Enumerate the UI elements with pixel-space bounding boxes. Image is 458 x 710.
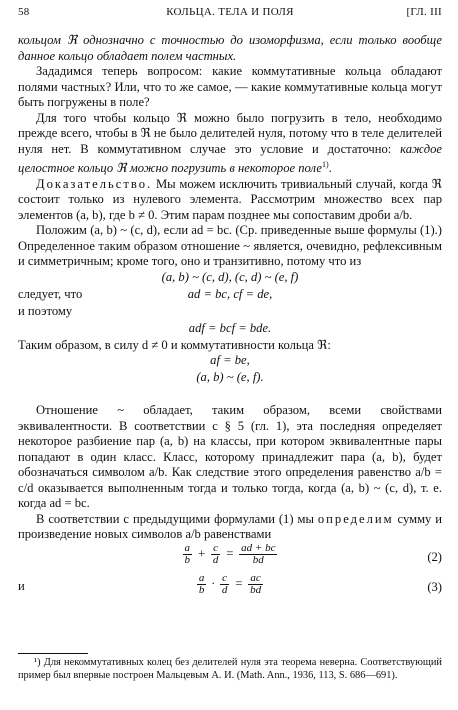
- definition-word: определим: [317, 511, 394, 526]
- paragraph-question: Зададимся теперь вопросом: какие коммутативные кольца обладают полями частных? Или, что то же самое, — какие коммутативные кольца могут быть погружены в поле?: [18, 64, 442, 109]
- equation-lead: и: [18, 578, 25, 593]
- formula-text: (a, b) ~ (c, d), (c, d) ~ (e, f): [161, 269, 299, 284]
- running-title: КОЛЬЦА. ТЕЛА И ПОЛЯ: [166, 6, 294, 18]
- paragraph-relation: Положим (a, b) ~ (c, d), если ad = bc. (Ср. приведенные выше формулы (1).) Определенное таким образом отношение ~ является, очевидно, рефлексивным и симметричным; кроме того, оно и транзитивно, потому что из: [18, 223, 442, 269]
- running-header: [18, 6, 442, 22]
- paragraph-equivalence: Отношение ~ обладает, таким образом, всеми свойствами эквивалентности. В соответствии с § 5 (гл. 1), эта последняя определяет некоторое разбиение пар (a, b) на классы, при котором эквивалентные пары попадают в один класс. Класс, которому принадлежит пара (a, b), будет обозначаться символом a/b. Как следствие этого определения равенство a/b = c/d оказывается выполненным тогда и только тогда, когда (a, b) ~ (c, d), т. е. когда ad = bc.: [18, 403, 442, 511]
- footnote-ref: 1): [321, 160, 329, 169]
- paragraph-continuation: кольцом ℜ однозначно с точностью до изоморфизма, если только вообще данное кольцо обладает полем частных.: [18, 33, 442, 63]
- formula-text: ad = bc, cf = de,: [187, 286, 273, 301]
- condition-text: Для того чтобы кольцо ℜ можно было погрузить в тело, необходимо прежде всего, чтобы в ℜ не было делителей нуля, потому что в теле делителей нуля нет. В коммутативном случае это условие и достаточно:: [18, 110, 442, 156]
- formula-line: [18, 370, 442, 387]
- paragraph-condition: [18, 111, 442, 177]
- formula-line: [18, 287, 442, 304]
- period: .: [328, 161, 332, 176]
- formula-line: [18, 304, 442, 321]
- equation-sum: [18, 543, 442, 573]
- page-number: 58: [18, 6, 30, 18]
- footnote: ¹) Для некоммутативных колец без делителей нуля эта теорема неверна. Соответствующий пример был впервые построен Мальцевым А. И. (Math. Ann., 1936, 113, S. 686—691).: [18, 657, 442, 681]
- footnote-rule: [18, 653, 88, 654]
- equation-product: [18, 573, 442, 603]
- theorem-statement: каждое целостное кольцо ℜ можно погрузить в некоторое поле: [18, 141, 442, 176]
- proof-label: Доказательство.: [36, 176, 153, 191]
- formula-text: adf = bcf = bde.: [188, 320, 272, 335]
- proof-text: Мы можем исключить тривиальный случай, когда ℜ состоит только из нулевого элемента. Рассмотрим множество всех пар элементов (a, b), где b ≠ 0. Этим парам позднее мы сопоставим дроби a/b.: [18, 176, 442, 222]
- formula-text: af = be,: [210, 353, 250, 368]
- formula-transitivity: [18, 270, 442, 287]
- definition-text: В соответствии с предыдущими формулами (1) мы: [36, 511, 318, 526]
- operator: +: [197, 546, 206, 561]
- chapter-label: [ГЛ. III: [406, 6, 442, 18]
- paragraph-commutativity: Таким образом, в силу d ≠ 0 и коммутативности кольца ℜ:: [18, 337, 331, 352]
- main-text: [18, 33, 442, 603]
- equation-expression: $\frac{a}{b}$ + $\frac{c}{d}$ = $\frac{ad + bc}{bd}$: [184, 541, 276, 566]
- formula-lead: и поэтому: [18, 303, 73, 318]
- formula-lead: следует, что: [18, 286, 83, 301]
- formula-line: [18, 321, 442, 338]
- formula-text: (a, b) ~ (e, f).: [196, 370, 264, 385]
- equation-number: (2): [427, 549, 442, 564]
- equation-expression: $\frac{a}{b}$ · $\frac{c}{d}$ = $\frac{ac}{bd}$: [198, 571, 262, 596]
- paragraph-definition: [18, 512, 442, 543]
- operator: ·: [211, 576, 215, 591]
- definition-text: сумму и произведение новых символов a/b равенствами: [18, 511, 443, 542]
- paragraph-proof: [18, 177, 442, 224]
- formula-line: [18, 353, 442, 370]
- equation-number: (3): [427, 579, 442, 594]
